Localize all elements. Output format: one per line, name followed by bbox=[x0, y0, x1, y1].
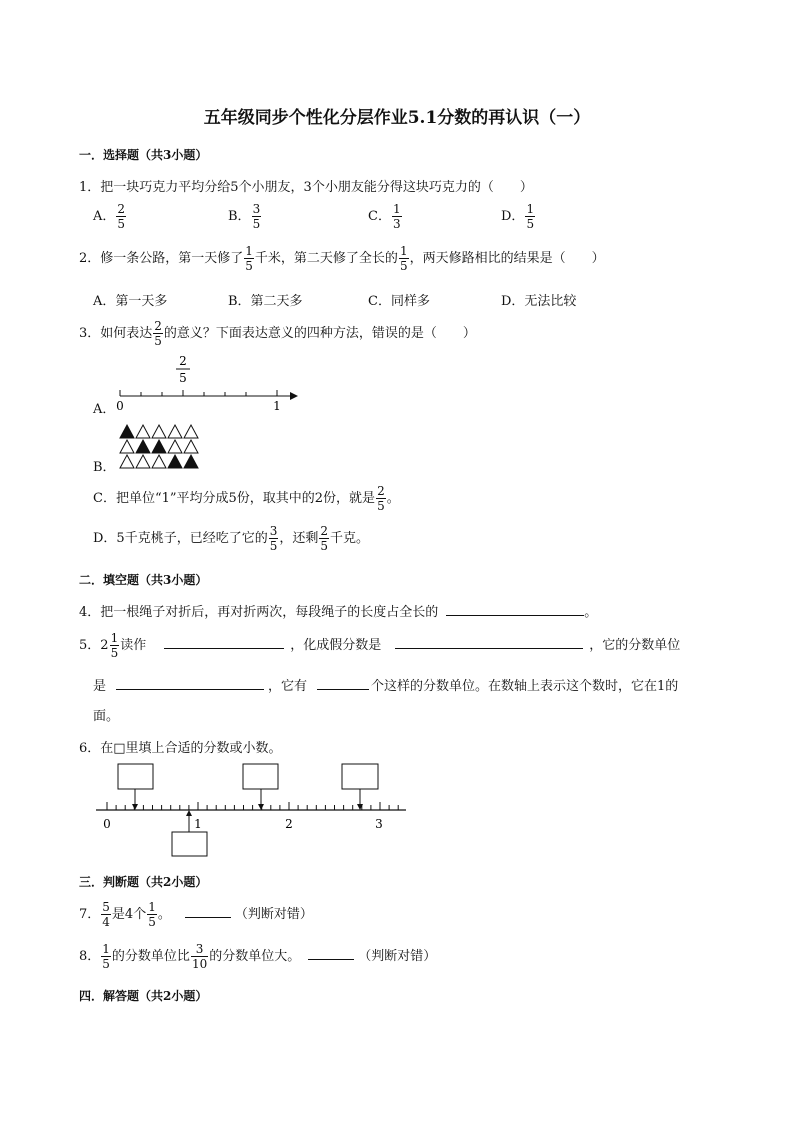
q2-option-a: A．第一天多 bbox=[93, 294, 168, 309]
fraction: $\frac{3}{5}$ bbox=[252, 202, 261, 231]
q1-option-b: B． $\frac{3}{5}$ bbox=[228, 202, 261, 231]
section-answer-title: 四．解答题（共2小题） bbox=[79, 989, 208, 1003]
q7-text: 7． $\frac{5}{4}$ 是4个 $\frac{1}{5}$ 。 （判断对错） bbox=[79, 900, 313, 929]
empty-triangle bbox=[120, 455, 134, 468]
fraction: $\frac{1}{5}$ bbox=[102, 942, 110, 971]
q2-option-b: B．第二天多 bbox=[228, 294, 303, 309]
q1-option-c: C． $\frac{1}{3}$ bbox=[368, 202, 401, 231]
answer-box[interactable] bbox=[118, 764, 153, 789]
q3-option-d: D．5千克桃子，已经吃了它的 $\frac{3}{5}$ ，还剩 $\frac{2}{5}$ 千克。 bbox=[93, 524, 370, 553]
axis-end: 1 bbox=[273, 399, 281, 412]
fraction: $\frac{2}{5}$ bbox=[320, 524, 328, 553]
q5-line3: 面。 bbox=[93, 709, 120, 724]
mark-numerator: 2 bbox=[179, 354, 187, 368]
answer-box[interactable] bbox=[342, 764, 378, 789]
empty-triangle bbox=[136, 455, 150, 468]
answer-blank[interactable] bbox=[395, 634, 583, 649]
fraction: $\frac{1}{3}$ bbox=[392, 202, 401, 231]
answer-blank[interactable] bbox=[116, 675, 264, 690]
q3-triangle-grid bbox=[117, 423, 207, 471]
q6-number-line bbox=[92, 760, 412, 860]
answer-blank[interactable] bbox=[164, 634, 284, 649]
answer-box[interactable] bbox=[172, 832, 207, 856]
fraction: $\frac{1}{5}$ bbox=[110, 631, 119, 660]
q5-line1: 5．2 $\frac{1}{5}$ 读作 ，化成假分数是 ，它的分数单位 bbox=[79, 631, 681, 660]
tick-label: 0 bbox=[103, 817, 111, 831]
q5-line2: 是 ，它有 个这样的分数单位。在数轴上表示这个数时，它在1的 bbox=[93, 675, 678, 694]
section-judge-title: 三．判断题（共2小题） bbox=[79, 875, 208, 889]
tick-label: 1 bbox=[194, 817, 202, 831]
filled-triangle bbox=[120, 425, 134, 438]
q3-option-b-label: B． bbox=[93, 460, 116, 475]
empty-triangle bbox=[120, 440, 134, 453]
empty-triangle bbox=[136, 425, 150, 438]
answer-blank[interactable] bbox=[446, 601, 584, 616]
q6-text: 6．在□里填上合适的分数或小数。 bbox=[79, 741, 282, 756]
q8-text: 8． $\frac{1}{5}$ 的分数单位比 $\frac{3}{10}$ 的分数单位大。 （判断对错） bbox=[79, 942, 437, 971]
answer-blank[interactable] bbox=[308, 945, 354, 960]
q2-text: 2．修一条公路，第一天修了 $\frac{1}{5}$ 千米，第二天修了全长的 $\frac{1}{5}$ ，两天修路相比的结果是（ ） bbox=[79, 244, 605, 273]
mark-denominator: 5 bbox=[179, 371, 187, 385]
q2-option-c: C．同样多 bbox=[368, 294, 430, 309]
section-fill-title: 二．填空题（共3小题） bbox=[79, 573, 208, 587]
fraction: $\frac{1}{5}$ bbox=[245, 244, 253, 273]
filled-triangle bbox=[168, 455, 182, 468]
empty-triangle bbox=[184, 425, 198, 438]
tick-label: 3 bbox=[375, 817, 383, 831]
q3-option-a-label: A． bbox=[93, 402, 116, 417]
fraction: $\frac{5}{4}$ bbox=[102, 900, 110, 929]
q3-number-line bbox=[112, 352, 302, 412]
fraction: $\frac{2}{5}$ bbox=[377, 484, 385, 513]
tick-label: 2 bbox=[285, 817, 293, 831]
fraction: $\frac{1}{5}$ bbox=[399, 244, 408, 273]
empty-triangle bbox=[168, 440, 182, 453]
q4-text: 4．把一根绳子对折后，再对折两次，每段绳子的长度占全长的 。 bbox=[79, 601, 597, 620]
q2-option-d: D．无法比较 bbox=[501, 294, 577, 309]
filled-triangle bbox=[184, 455, 198, 468]
fraction: $\frac{1}{5}$ bbox=[526, 202, 535, 231]
empty-triangle bbox=[152, 455, 166, 468]
filled-triangle bbox=[152, 440, 166, 453]
q1-option-a: A． $\frac{2}{5}$ bbox=[93, 202, 126, 231]
section-choice-title: 一．选择题（共3小题） bbox=[79, 148, 208, 162]
q1-text: 1．把一块巧克力平均分给5个小朋友，3个小朋友能分得这块巧克力的（ ） bbox=[79, 180, 533, 195]
fraction: $\frac{1}{5}$ bbox=[148, 900, 156, 929]
empty-triangle bbox=[168, 425, 182, 438]
answer-blank[interactable] bbox=[317, 675, 369, 690]
q1-option-d: D． $\frac{1}{5}$ bbox=[501, 202, 535, 231]
answer-blank[interactable] bbox=[185, 903, 231, 918]
empty-triangle bbox=[152, 425, 166, 438]
fraction: $\frac{3}{5}$ bbox=[269, 524, 278, 553]
empty-triangle bbox=[184, 440, 198, 453]
filled-triangle bbox=[136, 440, 150, 453]
q3-option-c: C．把单位“1”平均分成5份，取其中的2份，就是 $\frac{2}{5}$ 。 bbox=[93, 484, 400, 513]
fraction: $\frac{2}{5}$ bbox=[117, 202, 126, 231]
axis-start: 0 bbox=[116, 399, 124, 412]
fraction: $\frac{2}{5}$ bbox=[154, 319, 162, 348]
answer-box[interactable] bbox=[243, 764, 278, 789]
q3-text: 3．如何表达 $\frac{2}{5}$ 的意义？下面表达意义的四种方法，错误的是（ ） bbox=[79, 319, 476, 348]
fraction: $\frac{3}{10}$ bbox=[191, 942, 208, 971]
page-title: 五年级同步个性化分层作业5.1分数的再认识（一） bbox=[203, 108, 591, 128]
